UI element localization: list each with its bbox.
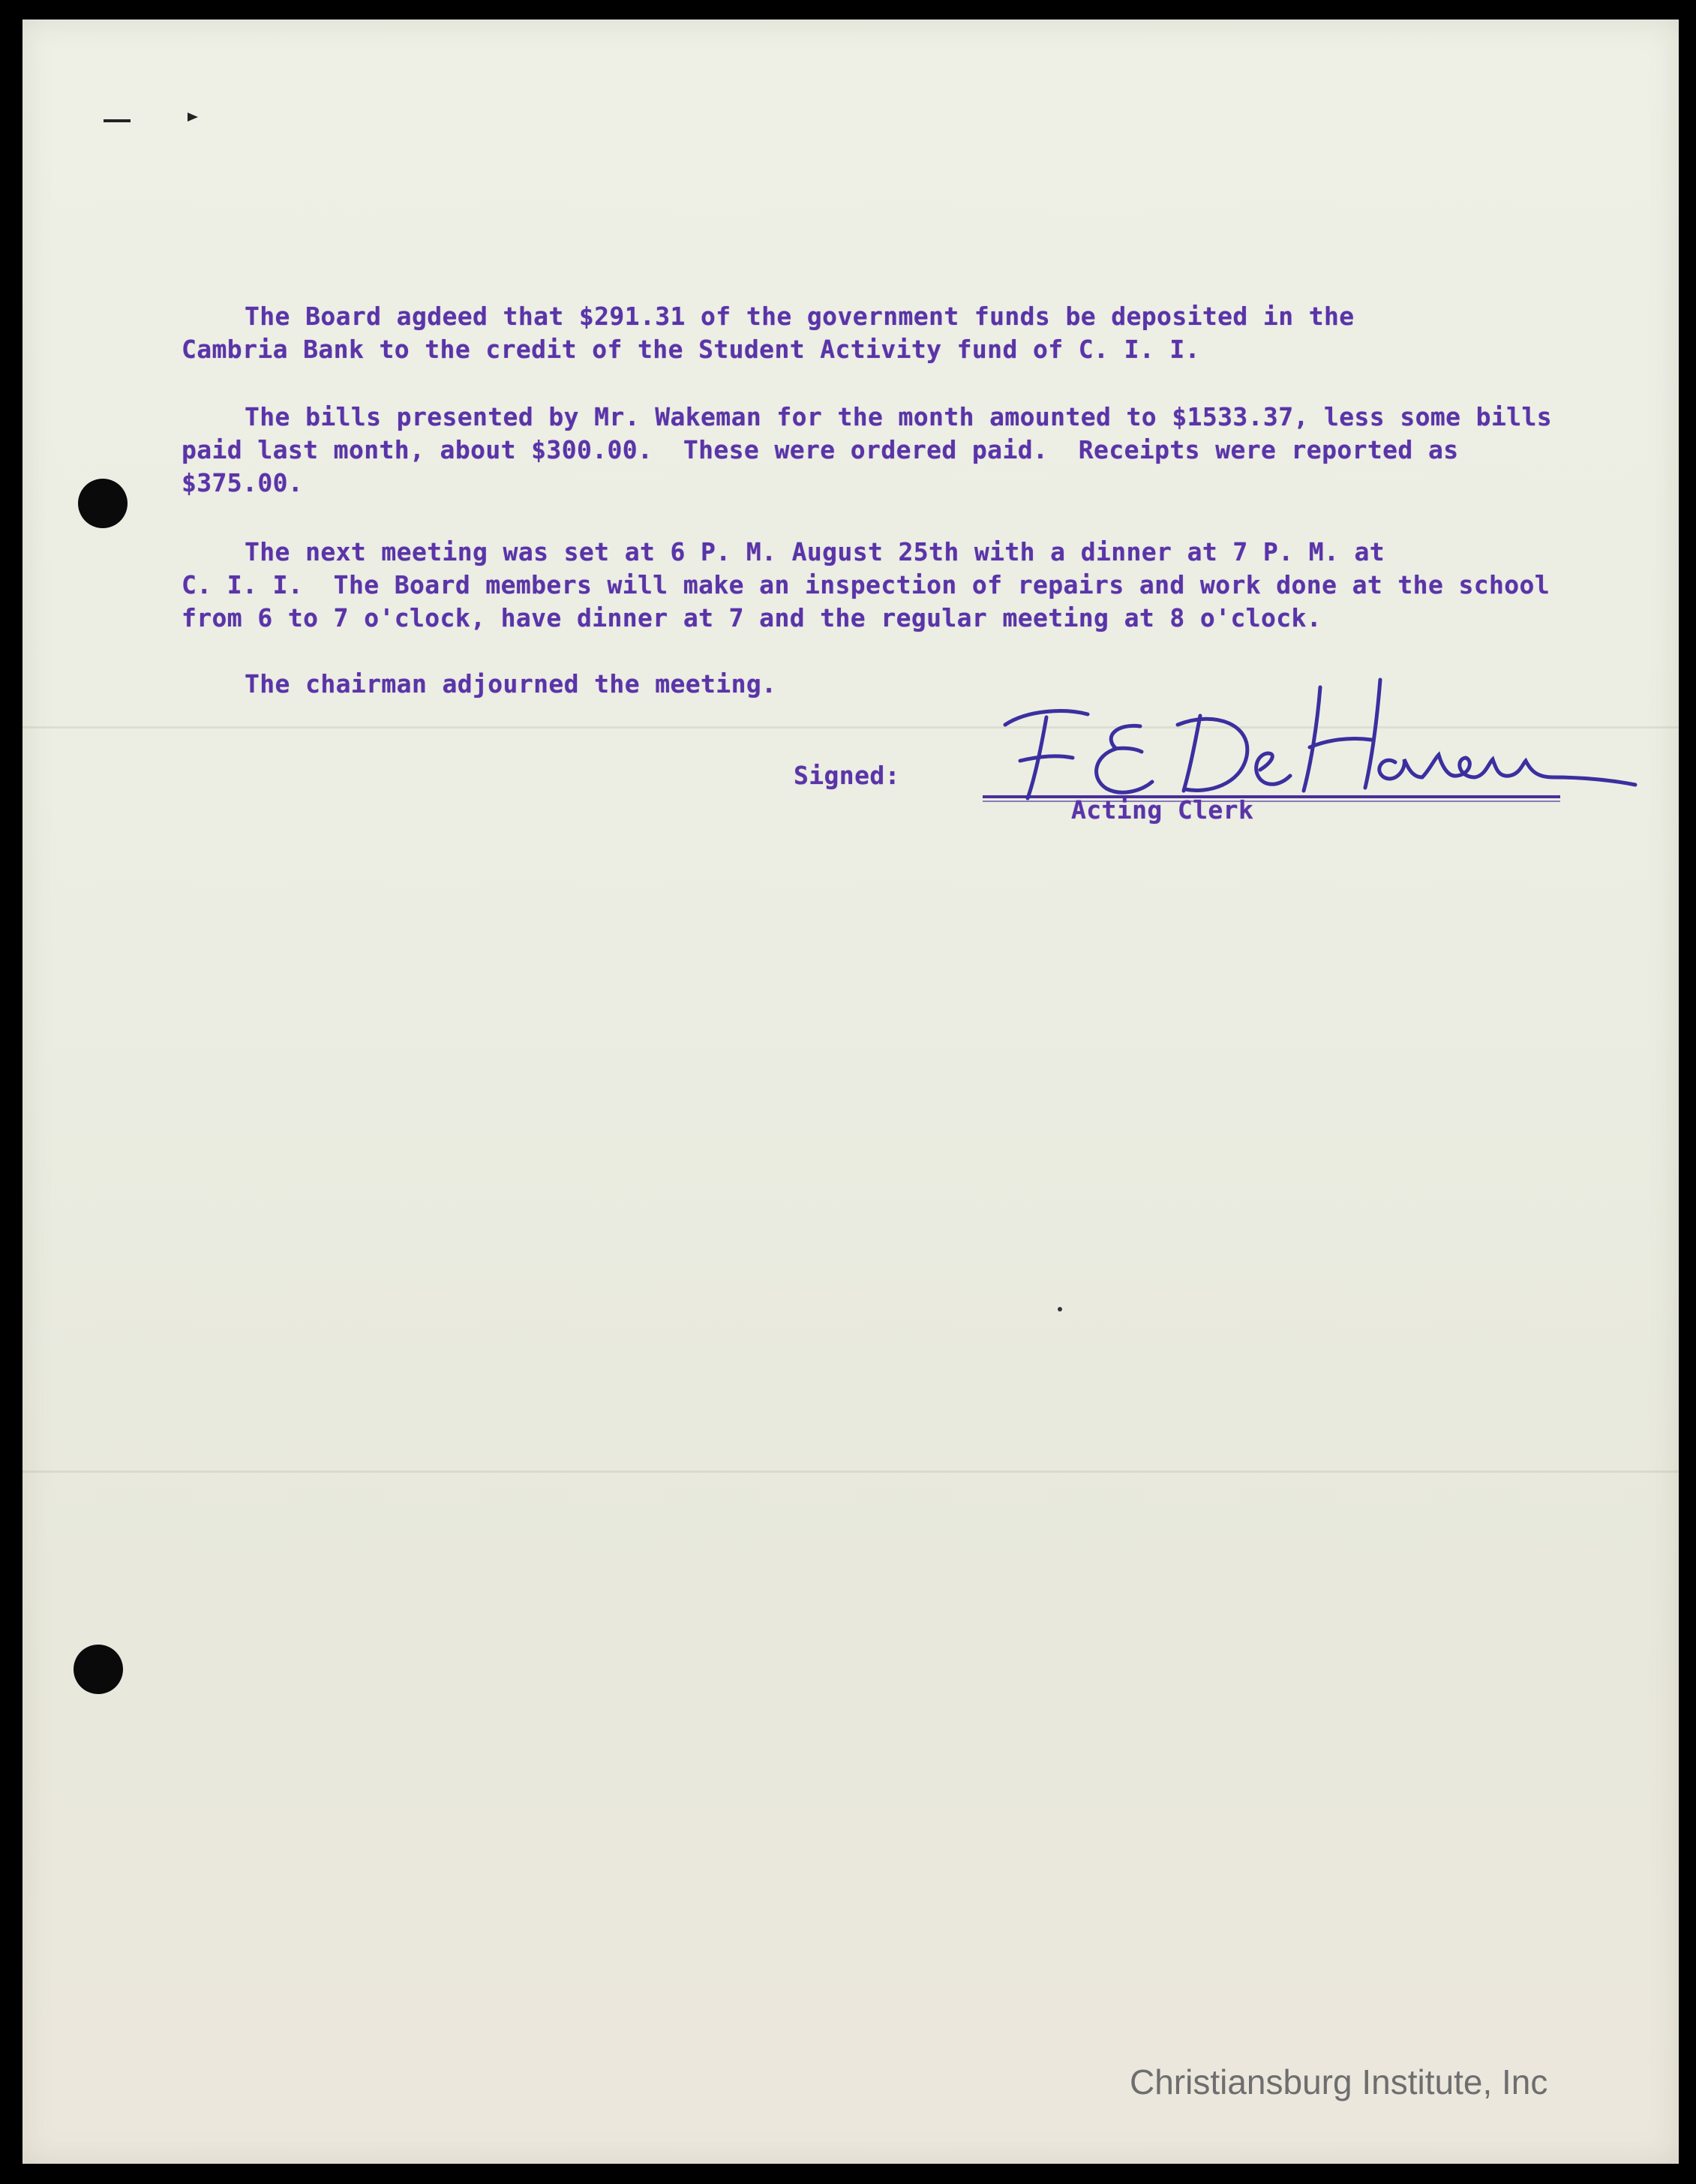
document-page xyxy=(23,20,1679,2164)
paper-fold-line xyxy=(23,1471,1679,1473)
stray-mark xyxy=(1058,1307,1062,1311)
punch-hole xyxy=(78,479,128,528)
signer-title: Acting Clerk xyxy=(1071,795,1254,825)
paragraph-3-line-3: from 6 to 7 o'clock, have dinner at 7 and the regular meeting at 8 o'clock. xyxy=(182,603,1322,632)
signed-label: Signed: xyxy=(794,761,900,790)
punch-hole xyxy=(74,1645,123,1694)
paragraph-4-line-1: The chairman adjourned the meeting. xyxy=(245,669,777,698)
corner-mark xyxy=(104,117,149,123)
paragraph-1-line-2: Cambria Bank to the credit of the Student Activity fund of C. I. I. xyxy=(182,335,1200,364)
watermark-text: Christiansburg Institute, Inc xyxy=(1130,2062,1548,2101)
paragraph-3-line-1: The next meeting was set at 6 P. M. August 25th with a dinner at 7 P. M. at xyxy=(245,537,1385,566)
paragraph-1-line-1: The Board agdeed that $291.31 of the government funds be deposited in the xyxy=(245,302,1355,331)
paragraph-2-line-3: $375.00. xyxy=(182,468,304,497)
paragraph-3-line-2: C. I. I. The Board members will make an inspection of repairs and work done at the school xyxy=(182,570,1550,599)
paragraph-2-line-1: The bills presented by Mr. Wakeman for the month amounted to $1533.37, less some bills xyxy=(245,402,1553,431)
paragraph-2-line-2: paid last month, about $300.00. These were ordered paid. Receipts were reported as xyxy=(182,435,1459,464)
